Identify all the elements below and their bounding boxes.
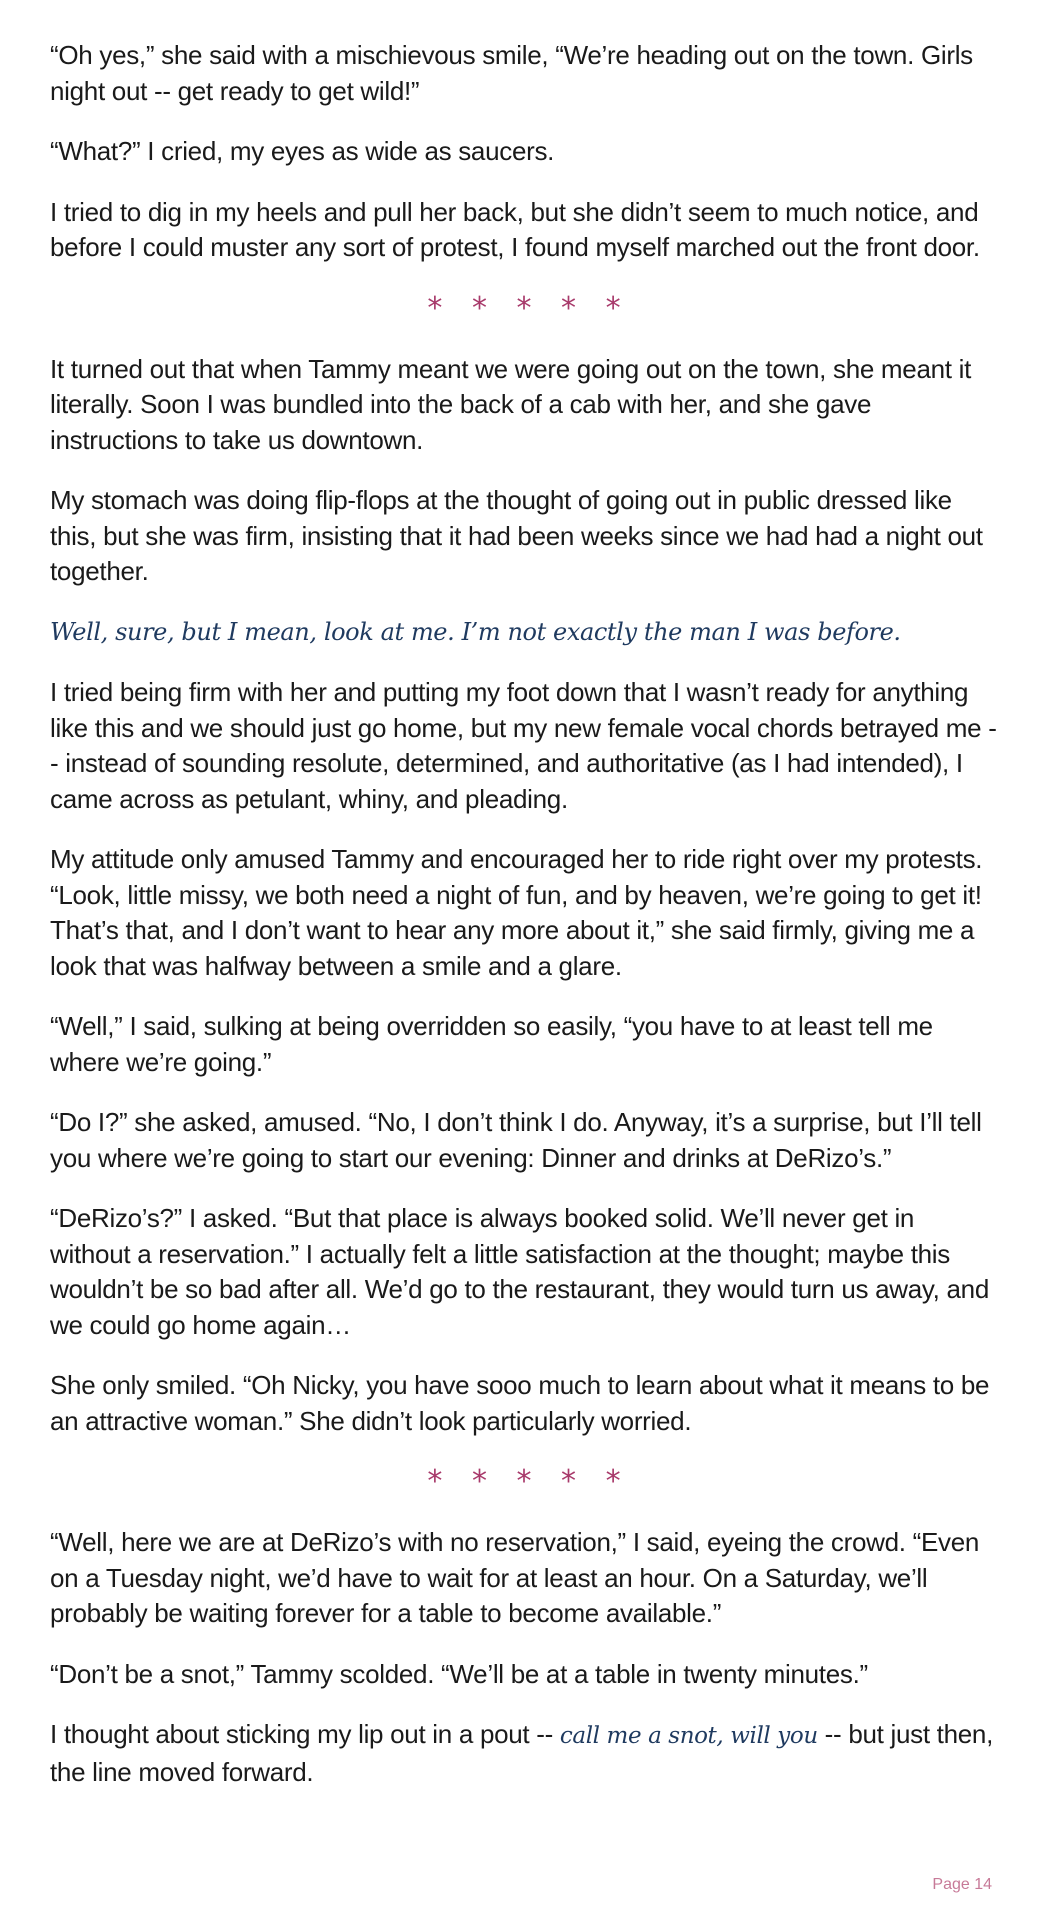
paragraph: “Do I?” she asked, amused. “No, I don’t think I do. Anyway, it’s a surprise, but I’ll tell you where we’re going to start our evening: Dinner and drinks at DeRizo’s.” [50,1107,982,1173]
paragraph-text: -- but just then, the line moved forward. [50,1719,993,1787]
paragraph: “Well, here we are at DeRizo’s with no reservation,” I said, eyeing the crowd. “Even on a Tuesday night, we’d have to wait for at least an hour. On a Saturday, we’ll probably be waiting forever for a table to become available.” [50,1527,980,1628]
scene-break-divider: * * * * * [427,1464,631,1499]
paragraph [50,1717,998,1790]
paragraph-text: I thought about sticking my lip out in a pout -- [50,1719,560,1749]
inner-thought: Well, sure, but I mean, look at me. I’m not exactly the man I was before. [50,617,901,646]
paragraph: “Oh yes,” she said with a mischievous smile, “We’re heading out on the town. Girls night out -- get ready to get wild!” [50,40,973,106]
paragraph: She only smiled. “Oh Nicky, you have sooo much to learn about what it means to be an attractive woman.” She didn’t look particularly worried. [50,1370,990,1436]
scene-break-divider: * * * * * [427,290,631,326]
paragraph: “What?” I cried, my eyes as wide as saucers. [50,136,555,166]
paragraph: I tried being firm with her and putting my foot down that I wasn’t ready for anything like this and we should just go home, but my new female vocal chords betrayed me -- instead of sounding resolute, determined, and authoritative (as I had intended), I came across as petulant, whiny, and pleading. [50,677,997,814]
inline-thought: call me a snot, will you [559,1723,818,1749]
paragraph: “Well,” I said, sulking at being overridden so easily, “you have to at least tell me where we’re going.” [50,1011,933,1077]
paragraph: My stomach was doing flip-flops at the thought of going out in public dressed like this, but she was firm, insisting that it had been weeks since we had had a night out together. [50,485,983,586]
paragraph: It turned out that when Tammy meant we were going out on the town, she meant it literally. Soon I was bundled into the back of a cab with her, and she gave instructions to take us downtown. [50,353,972,455]
paragraph: My attitude only amused Tammy and encouraged her to ride right over my protests. “Look, little missy, we both need a night of fun, and by heaven, we’re going to get it! That’s that, and I don’t want to hear any more about it,” she said firmly, giving me a look that was halfway between a smile and a glare. [50,844,983,981]
page-number: Page 14 [932,1876,992,1893]
paragraph: I tried to dig in my heels and pull her back, but she didn’t seem to much notice, and before I could muster any sort of protest, I found myself marched out the front door. [50,196,980,262]
paragraph: “Don’t be a snot,” Tammy scolded. “We’ll be at a table in twenty minutes.” [50,1658,868,1689]
page-content [50,38,998,1815]
paragraph: “DeRizo’s?” I asked. “But that place is always booked solid. We’ll never get in without a reservation.” I actually felt a little satisfaction at the thought; maybe this wouldn’t be so bad after all. We’d go to the restaurant, they would turn us away, and we could go home again… [50,1203,990,1340]
